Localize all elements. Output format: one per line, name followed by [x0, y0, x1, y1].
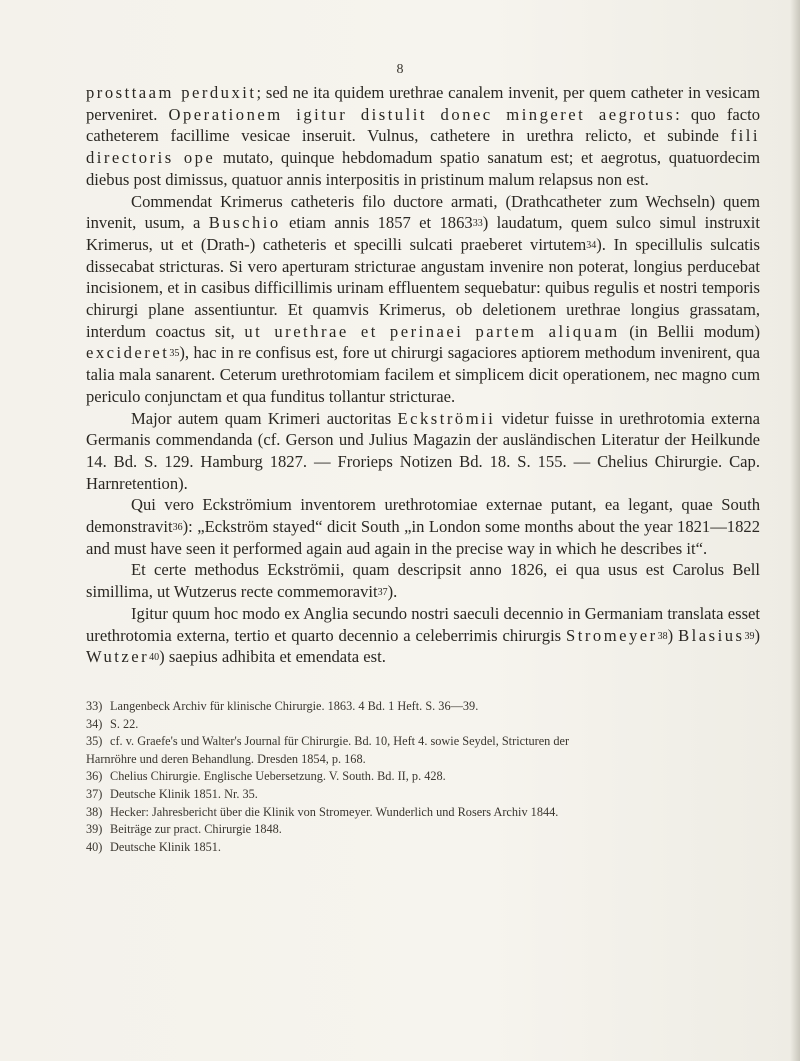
- text-run: ) laudatum, quem sulco simul instruxit Krimerus, ut et (Drath-) catheteris et specilli sulcati praeberet virtutem: [86, 213, 760, 254]
- footnote: [86, 786, 760, 804]
- footnote-continuation: Harnröhre und deren Behandlung. Dresden 1854, p. 168.: [86, 751, 366, 766]
- footnote-text: Beiträge zur pract. Chirurgie 1848.: [110, 822, 282, 837]
- footnote-ref: 39: [744, 630, 755, 642]
- text-run: ): „Eckström stayed“ dicit South „in London some months about the year 1821—1822 and must have seen it performed again aud again in the precise way in which he describes it“.: [86, 517, 760, 558]
- footnote: [86, 698, 760, 716]
- text-run: : quo facto catheterem facillime vesicae inseruit. Vulnus, cathetere in urethra relicto, et subinde: [86, 104, 761, 146]
- text-run: (in Bellii modum): [619, 321, 760, 341]
- footnote: [86, 768, 760, 786]
- paragraph: [86, 82, 760, 191]
- spaced-emphasis: Eckströmii: [397, 408, 496, 428]
- spaced-emphasis: prosttaam perduxit: [86, 83, 257, 102]
- footnote-number: 35): [86, 734, 103, 749]
- paragraph: [86, 408, 760, 495]
- footnote-ref: 33: [472, 218, 483, 230]
- footnote-number: 39): [86, 822, 103, 837]
- spaced-emphasis: fili directoris ope: [86, 126, 760, 168]
- footnotes: [86, 698, 760, 856]
- footnote-number: 37): [86, 786, 103, 801]
- footnote-text: Hecker: Jahresbericht über die Klinik von Stromeyer. Wunderlich und Rosers Archiv 1844.: [110, 804, 559, 819]
- footnote-text: S. 22.: [110, 716, 139, 731]
- text-run: etiam annis 1857 et 1863: [280, 213, 473, 233]
- footnote-number: 40): [86, 839, 103, 854]
- text-run: ): [754, 625, 760, 645]
- paragraph: [86, 494, 760, 559]
- footnote-ref: 38: [657, 630, 668, 642]
- footnote-text: Chelius Chirurgie. Englische Uebersetzung. V. South. Bd. II, p. 428.: [110, 769, 446, 784]
- footnote: [86, 716, 760, 734]
- spaced-emphasis: Buschio: [208, 213, 281, 233]
- footnote-text: Deutsche Klinik 1851.: [110, 839, 221, 854]
- footnote-text: cf. v. Graefe's und Walter's Journal für Chirurgie. Bd. 10, Heft 4. sowie Seydel, Stricturen der: [110, 734, 570, 749]
- spaced-emphasis: ut urethrae et perinaei partem aliquam: [244, 321, 620, 341]
- spaced-emphasis: Stromeyer: [566, 625, 658, 645]
- paragraph: [86, 191, 760, 408]
- text-run: ).: [387, 582, 398, 602]
- text-run: ). In specillulis sulcatis dissecabat stricturas. Si vero aperturam stricturae angustam invenire non poterat, longius perducebat incisionem, et in casibus difficillimis urinam effluentem sequebatur: quibus regulis et nostri temporis chirurgi plane assentiuntur. Et quamvis Krimerus, ob deletionem urethrae longius grassatam, interdum coactus sit,: [86, 234, 760, 341]
- spaced-emphasis: Wutzer: [86, 647, 150, 667]
- paragraph: [86, 603, 760, 668]
- footnote-text: Langenbeck Archiv für klinische Chirurgie. 1863. 4 Bd. 1 Heft. S. 36—39.: [110, 699, 479, 713]
- page-edge-shadow: [790, 0, 800, 1061]
- text-run: ; sed ne ita quidem urethrae canalem invenit, per quem catheter in vesicam perveniret.: [86, 83, 760, 124]
- footnote-number: 33): [86, 699, 103, 713]
- footnote: [86, 839, 760, 857]
- footnote-ref: 35: [169, 348, 180, 360]
- footnote: [86, 804, 760, 822]
- text-run: ), hac in re confisus est, fore ut chirurgi sagaciores aptiorem methodum invenirent, qua talia mala sanarent. Ceterum urethrotomiam facilem et simplicem dicit operationem, nec magno cum periculo conjunctam et qua funditus tollantur stricturae.: [86, 343, 760, 406]
- footnote-ref: 37: [377, 587, 388, 599]
- text-run: Commendat Krimerus catheteris filo ductore armati, (Drathcatheter zum Wechseln) quem invenit, usum, a: [86, 191, 760, 233]
- footnote-text: Deutsche Klinik 1851. Nr. 35.: [110, 786, 258, 801]
- text-run: videtur fuisse in urethrotomia externa Germanis commendanda (cf. Gerson und Julius Magazin der ausländischen Literatur der Heilkunde 14. Bd. S. 129. Hamburg 1827. — Frorieps Notizen Bd. 18. S. 155. — Chelius Chirurgie. Cap. Harnretention).: [86, 408, 760, 493]
- footnote-number: 38): [86, 804, 103, 819]
- footnote-number: 34): [86, 716, 103, 731]
- footnote: [86, 733, 760, 751]
- footnote: [86, 821, 760, 839]
- text-run: Major autem quam Krimeri auctoritas: [131, 408, 398, 428]
- spaced-emphasis: excideret: [86, 343, 170, 363]
- text-run: Igitur quum hoc modo ex Anglia secundo nostri saeculi decennio in Germaniam translata esset urethrotomia externa, tertio et quarto decennio a celeberrimis chirurgis: [86, 603, 760, 645]
- spaced-emphasis: Blasius: [678, 625, 745, 645]
- spaced-emphasis: Operationem igitur distulit donec mingeret aegrotus: [168, 104, 676, 124]
- text-run: ) saepius adhibita et emendata est.: [159, 647, 386, 667]
- paragraph: [86, 559, 760, 602]
- text-run: Qui vero Eckströmium inventorem urethrotomiae externae putant, ea legant, quae South demonstravit: [86, 495, 760, 537]
- footnote-number: 36): [86, 769, 103, 784]
- footnote-ref: 34: [586, 239, 597, 251]
- main-text: [86, 82, 760, 668]
- footnote-ref: 40: [149, 652, 160, 664]
- footnote-ref: 36: [172, 522, 183, 534]
- text-run: ): [667, 625, 679, 645]
- text-run: mutato, quinque hebdomadum spatio sanatum est; et aegrotus, quatuordecim diebus post dimissus, quatuor annis interpositis in pristinum malum relapsus non est.: [86, 148, 760, 189]
- page-number: 8: [396, 62, 404, 77]
- text-run: Et certe methodus Eckströmii, quam descripsit anno 1826, ei qua usus est Carolus Bell simillima, ut Wutzerus recte commemoravit: [86, 560, 760, 602]
